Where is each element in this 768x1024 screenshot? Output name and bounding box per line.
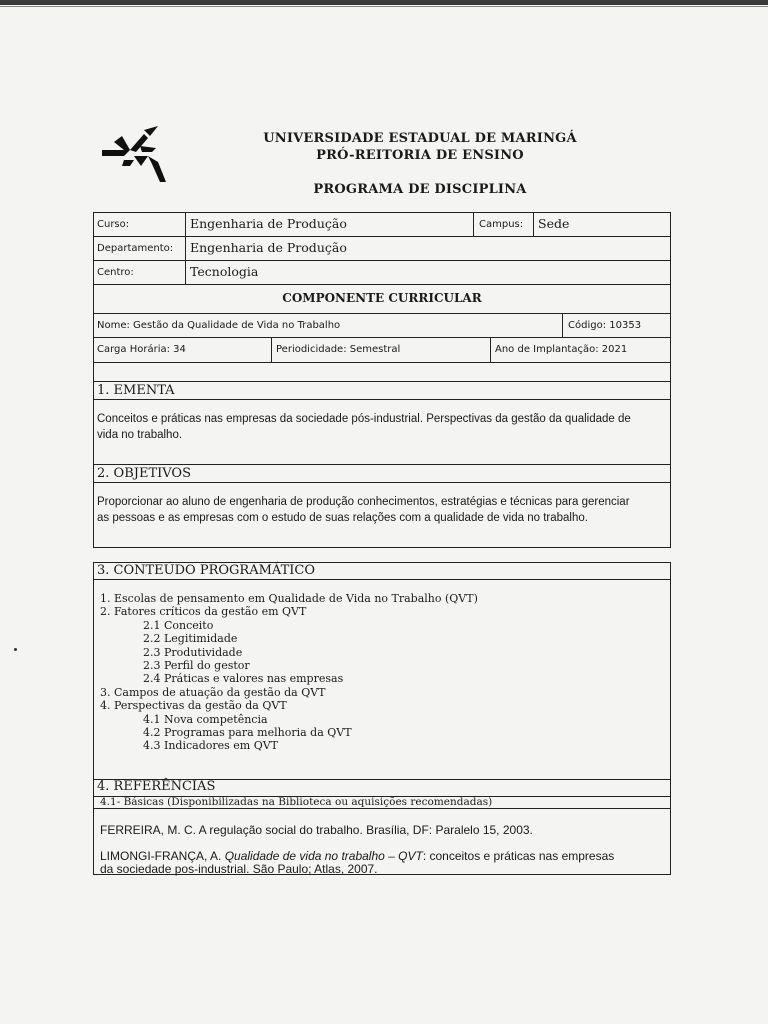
ementa-title: 1. EMENTA xyxy=(97,383,175,398)
row-divider xyxy=(93,579,671,580)
objetivos-title: 2. OBJETIVOS xyxy=(97,466,191,481)
scan-edge-line xyxy=(0,6,768,7)
list-item: 4.2 Programas para melhoria da QVT xyxy=(143,726,352,740)
campus-value: Sede xyxy=(538,216,570,231)
centro-label: Centro: xyxy=(97,267,134,278)
scan-edge xyxy=(0,0,768,5)
carga-horaria: Carga Horária: 34 xyxy=(97,344,186,355)
col-divider xyxy=(533,212,534,236)
col-divider xyxy=(490,337,491,363)
row-divider xyxy=(93,482,671,483)
list-item: 4.3 Indicadores em QVT xyxy=(143,739,279,753)
document-title: PROGRAMA DE DISCIPLINA xyxy=(313,182,527,197)
list-item: 2.4 Práticas e valores nas empresas xyxy=(143,672,344,686)
col-divider xyxy=(473,212,474,236)
periodicidade: Periodicidade: Semestral xyxy=(276,344,401,355)
row-divider xyxy=(93,260,671,261)
reference-2-subtitle: : conceitos e práticas nas empresas xyxy=(422,849,615,863)
col-divider xyxy=(185,212,186,284)
reference-2-line2: da sociedade pos-industrial. São Paulo; Atlas, 2007. xyxy=(100,862,378,876)
conteudo-title: 3. CONTEÚDO PROGRAMÁTICO xyxy=(97,563,315,578)
list-item: 1. Escolas de pensamento em Qualidade de Vida no Trabalho (QVT) xyxy=(100,592,478,605)
row-divider xyxy=(93,808,671,809)
curso-label: Curso: xyxy=(97,219,130,230)
list-item: 4. Perspectivas da gestão da QVT xyxy=(100,699,287,713)
list-item: 4.1 Nova competência xyxy=(143,712,268,726)
university-name: UNIVERSIDADE ESTADUAL DE MARINGÁ xyxy=(263,131,577,146)
componente-title: COMPONENTE CURRICULAR xyxy=(282,291,482,305)
list-item: 2.3 Perfil do gestor xyxy=(143,659,250,673)
conteudo-list xyxy=(100,592,478,753)
reference-1: FERREIRA, M. C. A regulação social do trabalho. Brasília, DF: Paralelo 15, 2003. xyxy=(100,823,533,837)
ementa-text xyxy=(97,411,631,443)
row-divider xyxy=(93,236,671,237)
list-item: 2.3 Produtividade xyxy=(143,645,243,659)
disciplina-nome: Nome: Gestão da Qualidade de Vida no Trabalho xyxy=(97,320,341,331)
reference-2-title: Qualidade de vida no trabalho – QVT xyxy=(224,849,423,863)
objetivos-line: as pessoas e as empresas com o estudo de suas relações com a qualidade de vida no trabalho. xyxy=(97,512,588,524)
row-divider xyxy=(93,399,671,400)
list-item: 2.1 Conceito xyxy=(143,618,214,632)
col-divider xyxy=(271,337,272,363)
ementa-line: vida no trabalho. xyxy=(97,429,183,441)
curso-value: Engenharia de Produção xyxy=(190,216,347,231)
referencias-title: 4. REFERÊNCIAS xyxy=(97,779,216,794)
objetivos-line: Proporcionar ao aluno de engenharia de produção conhecimentos, estratégias e técnicas para gerenciar xyxy=(97,496,630,508)
row-divider xyxy=(93,284,671,285)
ano-implantacao: Ano de Implantação: 2021 xyxy=(495,344,628,355)
row-divider xyxy=(93,337,671,338)
departamento-label: Departamento: xyxy=(97,243,174,254)
reference-2 xyxy=(100,849,614,863)
col-divider xyxy=(562,313,563,337)
ementa-line: Conceitos e práticas nas empresas da sociedade pós-industrial. Perspectivas da gestão da qualidade de xyxy=(97,413,631,425)
list-item: 2. Fatores críticos da gestão em QVT xyxy=(100,605,307,619)
scan-speck xyxy=(14,648,17,651)
disciplina-codigo: Código: 10353 xyxy=(568,320,642,331)
uem-logo-icon xyxy=(100,126,172,182)
centro-value: Tecnologia xyxy=(190,264,259,279)
dean-office: PRÓ-REITORIA DE ENSINO xyxy=(316,148,524,163)
list-item: 3. Campos de atuação da gestão da QVT xyxy=(100,685,326,699)
campus-label: Campus: xyxy=(479,219,524,230)
basicas-heading: 4.1- Básicas (Disponibilizadas na Biblioteca ou aquisições recomendadas) xyxy=(100,796,493,808)
departamento-value: Engenharia de Produção xyxy=(190,240,347,255)
objetivos-text xyxy=(97,494,630,526)
list-item: 2.2 Legitimidade xyxy=(143,632,238,646)
reference-2-author: LIMONGI-FRANÇA, A. xyxy=(100,849,225,863)
spacer-row xyxy=(93,362,671,382)
